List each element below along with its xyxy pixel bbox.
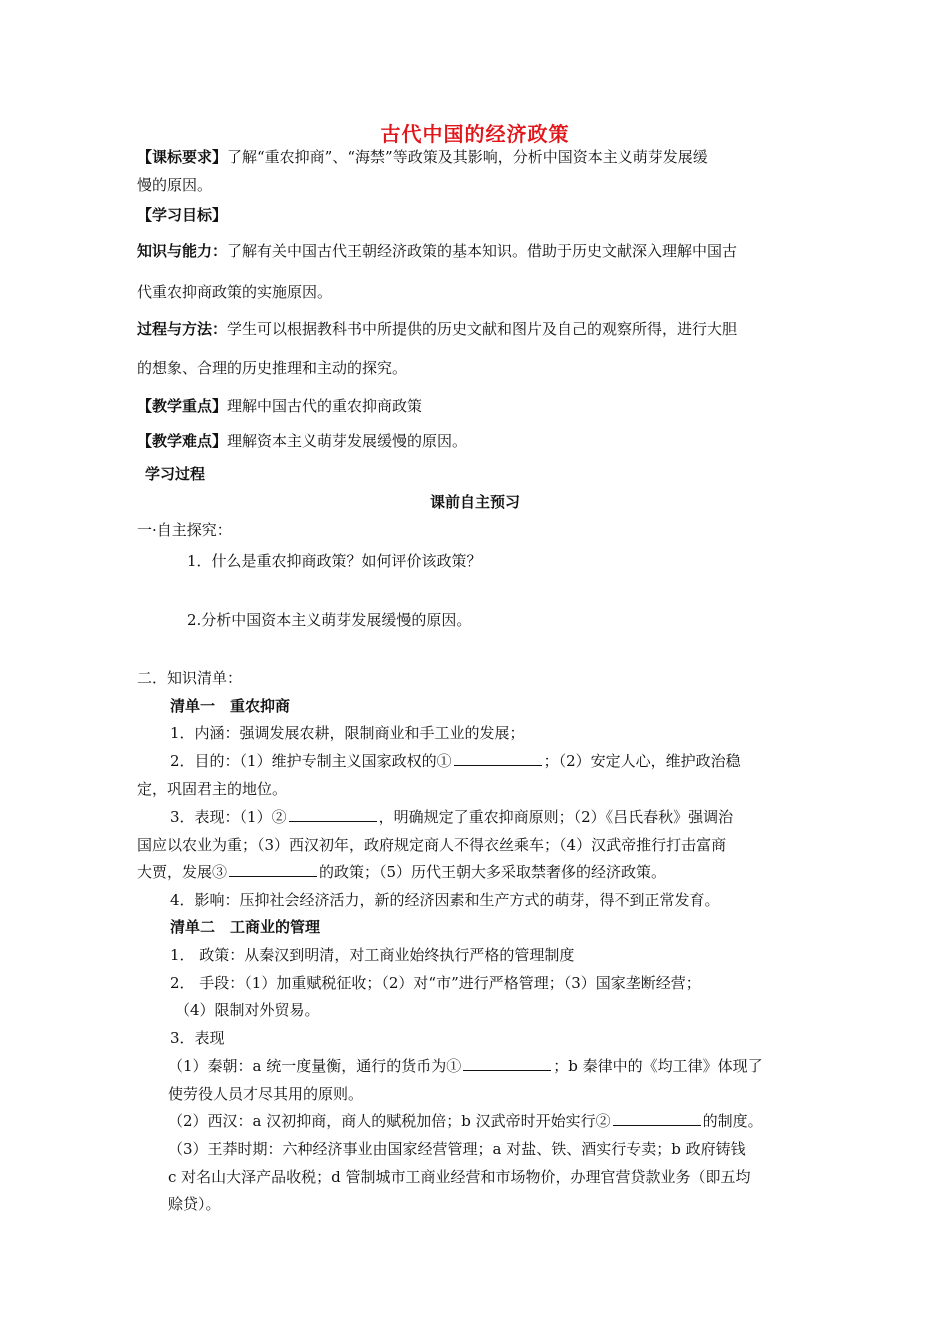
list1-item-3-text-d: 大贾，发展③ (137, 863, 228, 881)
list2-item-2-cont: （4）限制对外贸易。 (175, 1001, 320, 1019)
preview-heading (0, 488, 950, 516)
teaching-focus-text: 理解中国古代的重农抑商政策 (227, 397, 423, 415)
fill-blank-5[interactable] (613, 1109, 701, 1126)
curriculum-requirement (137, 143, 817, 171)
list1-item-4: 4．影响：压抑社会经济活力，新的经济因素和生产方式的萌芽，得不到正常发育。 (170, 891, 720, 909)
curriculum-text-cont: 慢的原因。 (137, 176, 213, 194)
list1-item-2 (170, 747, 815, 775)
teaching-focus (137, 392, 817, 420)
list1-item-3-cont2 (137, 858, 817, 886)
list2-title (170, 913, 815, 941)
teaching-difficulty-label: 【教学难点】 (137, 432, 228, 450)
list1-item-2-text: 2．目的：（1）维护专制主义国家政权的① (170, 752, 452, 770)
teaching-difficulty (137, 427, 817, 455)
list1-title-label: 清单一 重农抑商 (170, 697, 291, 715)
curriculum-text: 了解“重农抑商”、“海禁”等政策及其影响，分析中国资本主义萌芽发展缓 (227, 148, 708, 166)
list2-item-3-3: （3）王莽时期：六种经济事业由国家经营管理；a 对盐、铁、酒实行专卖；b 政府铸钱 (168, 1140, 746, 1158)
list1-item-1: 1．内涵：强调发展农耕，限制商业和手工业的发展； (170, 724, 525, 742)
process-method (137, 315, 817, 343)
knowledge-ability (137, 237, 817, 265)
list1-item-2-text-b: ；（2）安定人心，维护政治稳 (543, 752, 741, 770)
process-method-text-cont: 的想象、合理的历史推理和主动的探究。 (137, 359, 408, 377)
list2-item-2: 2． 手段：（1）加重赋税征收；（2）对“市”进行严格管理；（3）国家垄断经营； (170, 974, 701, 992)
list1-item-3 (170, 803, 815, 831)
fill-blank-4[interactable] (463, 1054, 551, 1071)
teaching-difficulty-text: 理解资本主义萌芽发展缓慢的原因。 (227, 432, 468, 450)
learning-goals-heading (137, 201, 817, 229)
teaching-focus-label: 【教学重点】 (137, 397, 228, 415)
list2-item-3-2-text: （2）西汉：a 汉初抑商，商人的赋税加倍；b 汉武帝时开始实行② (168, 1112, 611, 1130)
list1-item-3-text-e: 的政策；（5）历代王朝大多采取禁奢侈的经济政策。 (319, 863, 667, 881)
list2-item-3: 3．表现 (170, 1029, 225, 1047)
question-2: 2.分析中国资本主义萌芽发展缓慢的原因。 (187, 611, 472, 629)
list2-item-3-3-cont: c 对名山大泽产品收税；d 管制城市工商业经营和市场物价，办理官营贷款业务（即五均 (168, 1168, 751, 1186)
fill-blank-2[interactable] (289, 805, 377, 822)
list2-item-1: 1． 政策：从秦汉到明清，对工商业始终执行严格的管理制度 (170, 946, 575, 964)
preview-label: 课前自主预习 (429, 493, 520, 511)
list2-item-3-2-text-b: 的制度。 (702, 1112, 763, 1130)
list1-item-3-cont: 国应以农业为重；（3）西汉初年，政府规定商人不得衣丝乘车；（4）汉武帝推行打击富商 (137, 836, 727, 854)
fill-blank-3[interactable] (229, 860, 317, 877)
curriculum-label: 【课标要求】 (137, 148, 228, 166)
knowledge-text-cont: 代重农抑商政策的实施原因。 (137, 283, 333, 301)
list2-item-3-1-cont: 使劳役人员才尽其用的原则。 (168, 1085, 364, 1103)
list1-title (170, 692, 815, 720)
part1-heading: 一·自主探究： (137, 521, 232, 539)
learning-process-heading (145, 460, 825, 488)
list1-item-3-text: 3．表现：（1）② (170, 808, 287, 826)
list2-item-3-1-text: （1）秦朝：a 统一度量衡，通行的货币为① (168, 1057, 462, 1075)
learning-goals-label: 【学习目标】 (137, 206, 228, 224)
list2-item-3-1 (168, 1052, 818, 1080)
learning-process-label: 学习过程 (145, 465, 206, 483)
part2-heading: 二．知识清单： (137, 669, 243, 687)
question-1: 1．什么是重农抑商政策？如何评价该政策？ (187, 552, 482, 570)
list1-item-2-cont: 定，巩固君主的地位。 (137, 780, 288, 798)
fill-blank-1[interactable] (454, 749, 542, 766)
process-method-text: 学生可以根据教科书中所提供的历史文献和图片及自己的观察所得，进行大胆 (227, 320, 738, 338)
list2-title-label: 清单二 工商业的管理 (170, 918, 321, 936)
process-method-label: 过程与方法： (137, 320, 228, 338)
knowledge-label: 知识与能力： (137, 242, 228, 260)
knowledge-text: 了解有关中国古代王朝经济政策的基本知识。借助于历史文献深入理解中国古 (227, 242, 738, 260)
list2-item-3-2 (168, 1107, 818, 1135)
document-title: 古代中国的经济政策 (380, 122, 570, 146)
list1-item-3-text-b: ，明确规定了重农抑商原则；（2）《吕氏春秋》强调治 (378, 808, 734, 826)
list2-item-3-3-cont2: 赊贷）。 (168, 1195, 221, 1213)
list2-item-3-1-text-b: ；b 秦律中的《均工律》体现了 (553, 1057, 763, 1075)
